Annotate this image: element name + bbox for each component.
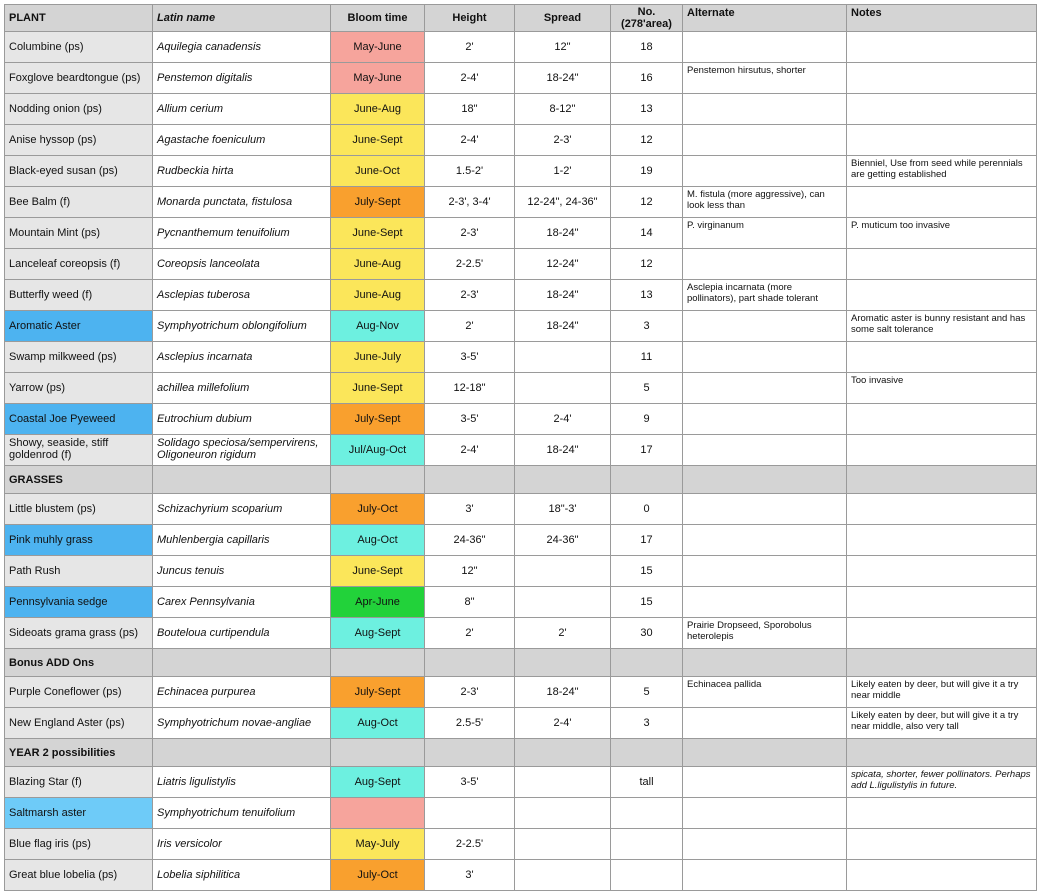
cell-notes[interactable]: Too invasive [847,373,1037,404]
section-cell[interactable] [847,739,1037,767]
cell-count[interactable]: 13 [611,94,683,125]
cell-bloom[interactable]: June-Aug [331,280,425,311]
cell-spread[interactable]: 8-12" [515,94,611,125]
cell-alternate[interactable] [683,249,847,280]
cell-bloom[interactable]: July-Sept [331,404,425,435]
cell-alternate[interactable] [683,556,847,587]
cell-count[interactable]: 12 [611,249,683,280]
cell-latin[interactable]: Juncus tenuis [153,556,331,587]
section-cell[interactable] [153,466,331,494]
cell-spread[interactable]: 2-4' [515,404,611,435]
cell-height[interactable]: 2' [425,32,515,63]
cell-count[interactable]: 12 [611,125,683,156]
cell-notes[interactable] [847,63,1037,94]
cell-count[interactable]: 5 [611,373,683,404]
cell-alternate[interactable]: M. fistula (more aggressive), can look less than [683,187,847,218]
cell-height[interactable]: 12" [425,556,515,587]
col-header-plant[interactable]: PLANT [5,5,153,32]
cell-height[interactable]: 3' [425,494,515,525]
cell-height[interactable]: 2-3' [425,218,515,249]
cell-notes[interactable] [847,618,1037,649]
col-header-height[interactable]: Height [425,5,515,32]
cell-notes[interactable] [847,587,1037,618]
cell-latin[interactable]: Symphyotrichum tenuifolium [153,798,331,829]
cell-height[interactable]: 2.5-5' [425,708,515,739]
cell-plant[interactable]: Blue flag iris (ps) [5,829,153,860]
cell-count[interactable]: 5 [611,677,683,708]
cell-plant[interactable]: Black-eyed susan (ps) [5,156,153,187]
section-cell[interactable] [847,466,1037,494]
cell-notes[interactable] [847,187,1037,218]
plant-table [4,4,1037,891]
cell-height[interactable]: 2-4' [425,435,515,466]
cell-plant[interactable]: Pink muhly grass [5,525,153,556]
cell-bloom[interactable]: Jul/Aug-Oct [331,435,425,466]
section-row [5,466,1037,494]
section-cell[interactable] [425,649,515,677]
cell-count[interactable]: 3 [611,708,683,739]
section-cell[interactable] [611,466,683,494]
cell-latin[interactable]: Rudbeckia hirta [153,156,331,187]
table-row [5,94,1037,125]
cell-spread[interactable]: 18"-3' [515,494,611,525]
cell-count[interactable]: 15 [611,587,683,618]
table-body [5,32,1037,891]
cell-alternate[interactable] [683,494,847,525]
cell-notes[interactable] [847,556,1037,587]
cell-bloom[interactable]: June-Sept [331,556,425,587]
cell-count[interactable]: 11 [611,342,683,373]
cell-alternate[interactable] [683,373,847,404]
table-row [5,525,1037,556]
cell-notes[interactable] [847,525,1037,556]
cell-plant[interactable]: Mountain Mint (ps) [5,218,153,249]
cell-bloom[interactable]: June-Aug [331,94,425,125]
table-header [5,5,1037,32]
cell-latin[interactable]: Coreopsis lanceolata [153,249,331,280]
section-title[interactable]: Bonus ADD Ons [5,649,153,677]
cell-spread[interactable] [515,587,611,618]
table-row [5,63,1037,94]
cell-latin[interactable]: Lobelia siphilitica [153,860,331,891]
cell-spread[interactable]: 24-36" [515,525,611,556]
cell-bloom[interactable]: July-Sept [331,187,425,218]
cell-height[interactable]: 12-18" [425,373,515,404]
cell-bloom[interactable]: Aug-Sept [331,767,425,798]
cell-plant[interactable]: Pennsylvania sedge [5,587,153,618]
table-row [5,677,1037,708]
cell-bloom[interactable]: June-Sept [331,373,425,404]
cell-latin[interactable]: Symphyotrichum oblongifolium [153,311,331,342]
cell-plant[interactable]: Coastal Joe Pyeweed [5,404,153,435]
cell-bloom[interactable] [331,798,425,829]
cell-alternate[interactable] [683,708,847,739]
cell-spread[interactable] [515,829,611,860]
section-cell[interactable] [683,466,847,494]
cell-count[interactable]: 0 [611,494,683,525]
cell-plant[interactable]: Saltmarsh aster [5,798,153,829]
cell-notes[interactable] [847,125,1037,156]
table-row [5,404,1037,435]
cell-alternate[interactable] [683,32,847,63]
table-row [5,32,1037,63]
cell-spread[interactable]: 2-4' [515,708,611,739]
col-header-alternate[interactable]: Alternate [683,5,847,32]
table-row [5,708,1037,739]
section-row [5,739,1037,767]
cell-alternate[interactable]: Asclepia incarnata (more pollinators), part shade tolerant [683,280,847,311]
cell-latin[interactable]: Muhlenbergia capillaris [153,525,331,556]
table-row [5,280,1037,311]
cell-latin[interactable]: Iris versicolor [153,829,331,860]
cell-plant[interactable]: Blazing Star (f) [5,767,153,798]
cell-bloom[interactable]: June-July [331,342,425,373]
cell-bloom[interactable]: Apr-June [331,587,425,618]
section-cell[interactable] [515,466,611,494]
table-row [5,618,1037,649]
cell-bloom[interactable]: Aug-Oct [331,525,425,556]
cell-spread[interactable]: 2' [515,618,611,649]
cell-latin[interactable]: Echinacea purpurea [153,677,331,708]
table-row [5,156,1037,187]
cell-count[interactable]: 13 [611,280,683,311]
cell-bloom[interactable]: July-Oct [331,494,425,525]
cell-spread[interactable]: 12-24", 24-36" [515,187,611,218]
cell-count[interactable]: tall [611,767,683,798]
cell-latin[interactable]: Pycnanthemum tenuifolium [153,218,331,249]
cell-spread[interactable]: 18-24" [515,218,611,249]
section-cell[interactable] [331,739,425,767]
cell-height[interactable] [425,798,515,829]
cell-latin[interactable]: Penstemon digitalis [153,63,331,94]
cell-latin[interactable]: Solidago speciosa/sempervirens, Oligoneuron rigidum [153,435,331,466]
cell-notes[interactable]: Bienniel, Use from seed while perennials are getting established [847,156,1037,187]
cell-notes[interactable] [847,32,1037,63]
section-cell[interactable] [611,739,683,767]
cell-bloom[interactable]: June-Sept [331,125,425,156]
cell-spread[interactable]: 18-24" [515,677,611,708]
table-row [5,342,1037,373]
cell-notes[interactable]: Likely eaten by deer, but will give it a try near middle, also very tall [847,708,1037,739]
cell-bloom[interactable]: July-Sept [331,677,425,708]
cell-latin[interactable]: Monarda punctata, fistulosa [153,187,331,218]
cell-spread[interactable]: 12" [515,32,611,63]
cell-plant[interactable]: Anise hyssop (ps) [5,125,153,156]
cell-plant[interactable]: Showy, seaside, stiff goldenrod (f) [5,435,153,466]
col-header-count[interactable]: No. (278'area) [611,5,683,32]
cell-latin[interactable]: achillea millefolium [153,373,331,404]
table-row [5,829,1037,860]
cell-latin[interactable]: Asclepius incarnata [153,342,331,373]
table-row [5,435,1037,466]
cell-alternate[interactable] [683,94,847,125]
cell-count[interactable]: 30 [611,618,683,649]
cell-spread[interactable]: 12-24" [515,249,611,280]
cell-count[interactable] [611,829,683,860]
cell-plant[interactable]: Great blue lobelia (ps) [5,860,153,891]
cell-bloom[interactable]: Aug-Oct [331,708,425,739]
table-row [5,249,1037,280]
cell-notes[interactable]: P. muticum too invasive [847,218,1037,249]
section-cell[interactable] [153,649,331,677]
cell-count[interactable]: 17 [611,435,683,466]
cell-plant[interactable]: Little blustem (ps) [5,494,153,525]
table-row [5,860,1037,891]
cell-spread[interactable]: 18-24" [515,280,611,311]
cell-bloom[interactable]: June-Aug [331,249,425,280]
cell-plant[interactable]: Purple Coneflower (ps) [5,677,153,708]
cell-height[interactable]: 1.5-2' [425,156,515,187]
cell-height[interactable]: 2-3' [425,280,515,311]
table-row [5,373,1037,404]
cell-bloom[interactable]: July-Oct [331,860,425,891]
cell-bloom[interactable]: Aug-Nov [331,311,425,342]
cell-height[interactable]: 2' [425,618,515,649]
cell-count[interactable]: 15 [611,556,683,587]
cell-plant[interactable]: Foxglove beardtongue (ps) [5,63,153,94]
cell-height[interactable]: 2-4' [425,125,515,156]
cell-spread[interactable]: 1-2' [515,156,611,187]
cell-alternate[interactable] [683,829,847,860]
cell-latin[interactable]: Carex Pennsylvania [153,587,331,618]
cell-bloom[interactable]: May-June [331,32,425,63]
cell-bloom[interactable]: June-Sept [331,218,425,249]
cell-notes[interactable] [847,435,1037,466]
cell-height[interactable]: 8" [425,587,515,618]
cell-latin[interactable]: Asclepias tuberosa [153,280,331,311]
col-header-spread[interactable]: Spread [515,5,611,32]
section-cell[interactable] [847,649,1037,677]
cell-alternate[interactable]: Penstemon hirsutus, shorter [683,63,847,94]
cell-count[interactable] [611,860,683,891]
cell-spread[interactable] [515,556,611,587]
cell-height[interactable]: 18" [425,94,515,125]
cell-notes[interactable] [847,404,1037,435]
cell-notes[interactable] [847,342,1037,373]
cell-alternate[interactable] [683,311,847,342]
cell-count[interactable] [611,798,683,829]
cell-height[interactable]: 3-5' [425,767,515,798]
section-cell[interactable] [515,649,611,677]
cell-height[interactable]: 2-2.5' [425,249,515,280]
cell-plant[interactable]: Columbine (ps) [5,32,153,63]
cell-count[interactable]: 17 [611,525,683,556]
cell-plant[interactable]: Swamp milkweed (ps) [5,342,153,373]
cell-notes[interactable]: Likely eaten by deer, but will give it a try near middle [847,677,1037,708]
cell-height[interactable]: 3' [425,860,515,891]
section-cell[interactable] [425,466,515,494]
cell-alternate[interactable] [683,525,847,556]
cell-spread[interactable]: 18-24" [515,63,611,94]
cell-bloom[interactable]: June-Oct [331,156,425,187]
cell-notes[interactable] [847,494,1037,525]
cell-latin[interactable]: Aquilegia canadensis [153,32,331,63]
cell-count[interactable]: 12 [611,187,683,218]
table-row [5,218,1037,249]
cell-alternate[interactable]: P. virginanum [683,218,847,249]
cell-notes[interactable] [847,829,1037,860]
table-row [5,311,1037,342]
section-cell[interactable] [683,739,847,767]
cell-height[interactable]: 3-5' [425,342,515,373]
cell-alternate[interactable] [683,342,847,373]
cell-height[interactable]: 24-36" [425,525,515,556]
cell-plant[interactable]: Nodding onion (ps) [5,94,153,125]
cell-notes[interactable] [847,94,1037,125]
section-cell[interactable] [331,466,425,494]
cell-height[interactable]: 2-4' [425,63,515,94]
cell-plant[interactable]: Bee Balm (f) [5,187,153,218]
cell-latin[interactable]: Bouteloua curtipendula [153,618,331,649]
cell-spread[interactable] [515,767,611,798]
cell-spread[interactable] [515,342,611,373]
table-row [5,125,1037,156]
cell-latin[interactable]: Agastache foeniculum [153,125,331,156]
cell-count[interactable]: 16 [611,63,683,94]
cell-bloom[interactable]: May-July [331,829,425,860]
header-row [5,5,1037,32]
cell-notes[interactable]: spicata, shorter, fewer pollinators. Perhaps add L.ligulistylis in future. [847,767,1037,798]
section-cell[interactable] [611,649,683,677]
table-row [5,798,1037,829]
cell-alternate[interactable] [683,767,847,798]
cell-alternate[interactable] [683,798,847,829]
section-cell[interactable] [153,739,331,767]
cell-alternate[interactable]: Prairie Dropseed, Sporobolus heterolepis [683,618,847,649]
cell-height[interactable]: 2-3' [425,677,515,708]
col-header-bloom[interactable]: Bloom time [331,5,425,32]
section-row [5,649,1037,677]
cell-notes[interactable] [847,280,1037,311]
section-cell[interactable] [683,649,847,677]
cell-plant[interactable]: Aromatic Aster [5,311,153,342]
cell-latin[interactable]: Eutrochium dubium [153,404,331,435]
cell-bloom[interactable]: May-June [331,63,425,94]
cell-spread[interactable] [515,798,611,829]
cell-latin[interactable]: Liatris ligulistylis [153,767,331,798]
col-header-latin[interactable]: Latin name [153,5,331,32]
table-row [5,587,1037,618]
cell-count[interactable]: 18 [611,32,683,63]
cell-height[interactable]: 2-2.5' [425,829,515,860]
cell-spread[interactable] [515,860,611,891]
table-row [5,494,1037,525]
section-cell[interactable] [425,739,515,767]
cell-spread[interactable] [515,373,611,404]
table-row [5,187,1037,218]
cell-plant[interactable]: Lanceleaf coreopsis (f) [5,249,153,280]
section-title[interactable]: GRASSES [5,466,153,494]
cell-latin[interactable]: Allium cerium [153,94,331,125]
cell-latin[interactable]: Schizachyrium scoparium [153,494,331,525]
section-cell[interactable] [515,739,611,767]
plant-spreadsheet [4,4,1037,891]
cell-plant[interactable]: New England Aster (ps) [5,708,153,739]
cell-notes[interactable] [847,798,1037,829]
section-cell[interactable] [331,649,425,677]
cell-alternate[interactable] [683,587,847,618]
cell-plant[interactable]: Yarrow (ps) [5,373,153,404]
cell-notes[interactable] [847,249,1037,280]
cell-plant[interactable]: Sideoats grama grass (ps) [5,618,153,649]
cell-height[interactable]: 2' [425,311,515,342]
cell-height[interactable]: 2-3', 3-4' [425,187,515,218]
cell-alternate[interactable]: Echinacea pallida [683,677,847,708]
cell-count[interactable]: 14 [611,218,683,249]
cell-spread[interactable]: 18-24" [515,435,611,466]
cell-notes[interactable]: Aromatic aster is bunny resistant and has some salt tolerance [847,311,1037,342]
section-title[interactable]: YEAR 2 possibilities [5,739,153,767]
table-row [5,767,1037,798]
cell-notes[interactable] [847,860,1037,891]
cell-count[interactable]: 3 [611,311,683,342]
table-row [5,556,1037,587]
cell-count[interactable]: 9 [611,404,683,435]
cell-count[interactable]: 19 [611,156,683,187]
cell-plant[interactable]: Butterfly weed (f) [5,280,153,311]
cell-alternate[interactable] [683,156,847,187]
cell-alternate[interactable] [683,860,847,891]
cell-latin[interactable]: Symphyotrichum novae-angliae [153,708,331,739]
col-header-notes[interactable]: Notes [847,5,1037,32]
cell-plant[interactable]: Path Rush [5,556,153,587]
cell-spread[interactable]: 18-24" [515,311,611,342]
cell-bloom[interactable]: Aug-Sept [331,618,425,649]
cell-height[interactable]: 3-5' [425,404,515,435]
cell-alternate[interactable] [683,125,847,156]
cell-spread[interactable]: 2-3' [515,125,611,156]
cell-alternate[interactable] [683,435,847,466]
cell-alternate[interactable] [683,404,847,435]
